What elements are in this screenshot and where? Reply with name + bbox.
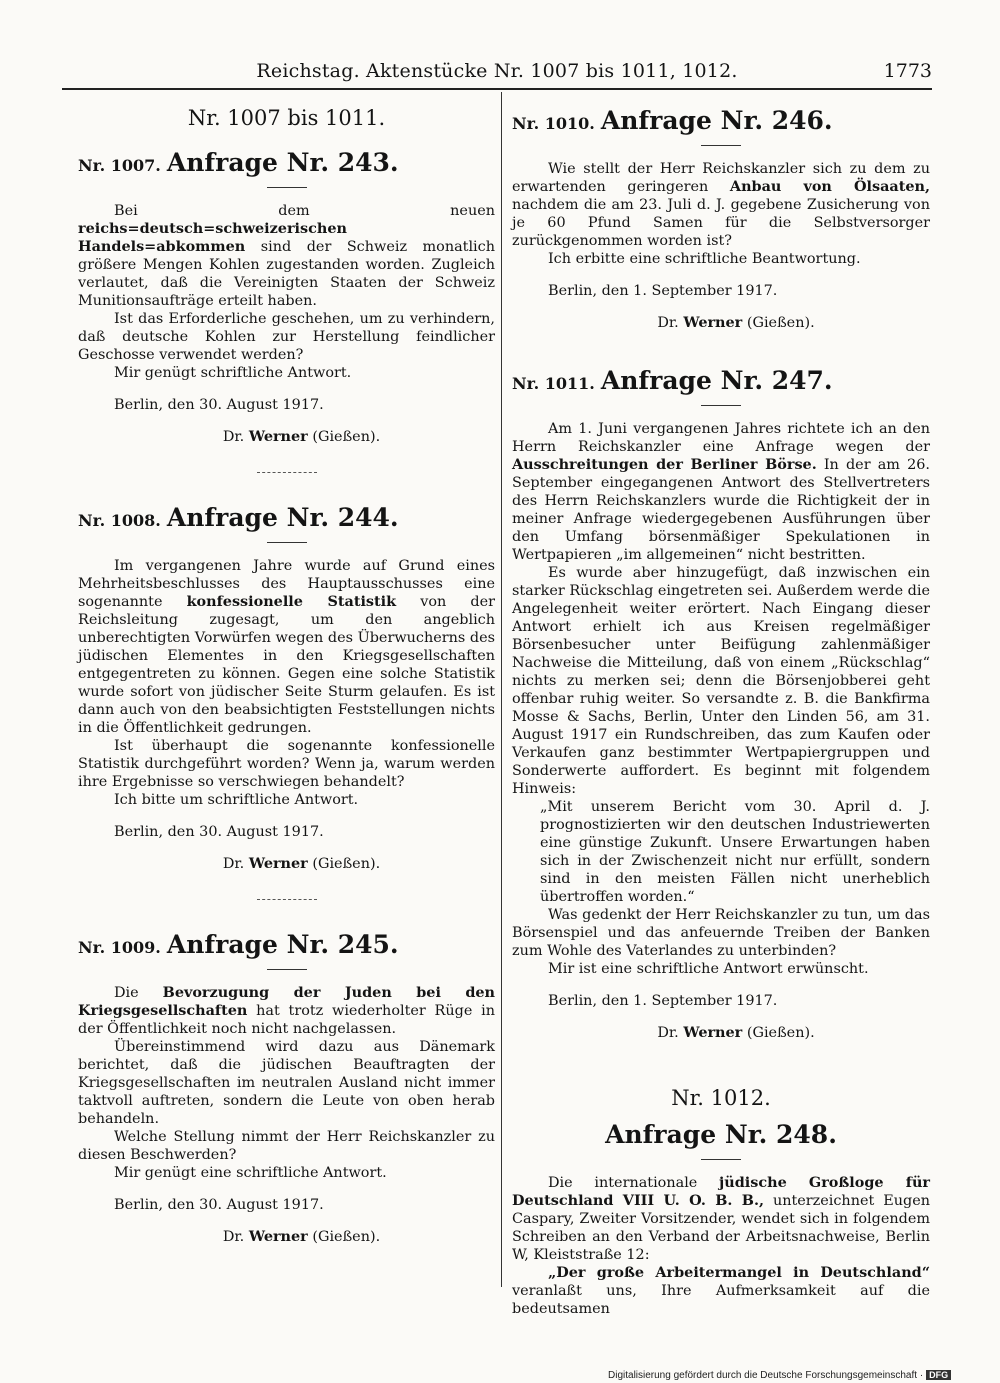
- signature: Dr. Werner (Gießen).: [657, 314, 815, 331]
- signature: Dr. Werner (Gießen).: [222, 1228, 381, 1245]
- paragraph: Wie stellt der Herr Reichskanzler sich zu dem zu erwartenden geringeren Anbau von Ölsaaten, nachdem die am 23. Juli d. J. gegebene Zusicherung von je 60 Pfund Samen für die Selbstversorger zurückgenommen worden ist?: [512, 161, 930, 249]
- date-line: Berlin, den 1. September 1917.: [548, 993, 778, 1009]
- paragraph: Ist das Erforderliche geschehen, um zu verhindern, daß deutsche Kohlen zur Herstellung feindlicher Geschosse verwendet werden?: [78, 311, 495, 363]
- document-1012: [512, 1086, 930, 1318]
- paragraph: Mir genügt eine schriftliche Antwort.: [114, 1165, 387, 1181]
- date-line: Berlin, den 1. September 1917.: [548, 283, 778, 299]
- paragraph: „Der große Arbeitermangel in Deutschland“ veranlaßt uns, Ihre Aufmerksamkeit auf die bedeutsamen: [512, 1264, 930, 1317]
- document-heading: [512, 366, 930, 395]
- inquiry-title: Anfrage Nr. 247.: [600, 366, 833, 395]
- left-column: [78, 100, 495, 1246]
- paragraph: Die Bevorzugung der Juden bei den Kriegsgesellschaften hat trotz wiederholter Rüge in der Öffentlichkeit noch nicht nachgelassen.: [78, 984, 496, 1037]
- paragraph: Im vergangenen Jahre wurde auf Grund eines Mehrheitsbeschlusses des Hauptausschusses eine sogenannte konfessionelle Statistik von der Reichsleitung zugesagt, um den angeblich unberechtigten Vorwürfen wegen des Überwucherns des jüdischen Elementes in den Kriegsgesellschaften entgegentreten zu können. Gegen eine solche Statistik wurde sofort von jüdischer Seite Sturm gelaufen. Es ist dann auch von den beabsichtigten Feststellungen nichts in die Öffentlichkeit gedrungen.: [78, 558, 495, 736]
- document-1010: [512, 106, 930, 332]
- date-line: Berlin, den 30. August 1917.: [114, 397, 324, 413]
- inquiry-title: Anfrage Nr. 245.: [166, 930, 399, 959]
- date-line: Berlin, den 30. August 1917.: [114, 1197, 324, 1213]
- paragraph: Was gedenkt der Herr Reichskanzler zu tun, um das Börsenspiel und das anfeuernde Treiben der Banken zum Wohle des Vaterlandes zu unterbinden?: [512, 907, 930, 959]
- header-rule: [62, 88, 932, 90]
- short-rule: [701, 1159, 741, 1160]
- page-header: [62, 60, 932, 86]
- paragraph: Bei dem neuen reichs=deutsch=schweizerischen Handels=abkommen sind der Schweiz monatlich größere Mengen Kohlen zugestanden worden. Zugleich verlautet, daß die Vereinigten Staaten der Schweiz Munitionsaufträge erteilt haben.: [78, 203, 495, 309]
- dfg-logo: DFG: [926, 1370, 951, 1380]
- signature: Dr. Werner (Gießen).: [657, 1024, 815, 1041]
- document-heading: [78, 148, 495, 177]
- paragraph: Es wurde aber hinzugefügt, daß inzwischen ein starker Rückschlag eingetreten sei. Außerdem werde die Angelegenheit weiter erörtert. Nach Eingang dieser Antwort erhielt ich aus Kreisen regelmäßiger Börsenbesucher unter Beifügung zahlenmäßiger Nachweise die Mitteilung, daß von einem „Rückschlag“ nichts zu merken sei; denn die Börsenjobberei geht offenbar ruhig weiter. So versandte z. B. die Bankfirma Mosse & Sachs, Berlin, Unter den Linden 56, am 31. August 1917 ein Rundschreiben, das zum Kaufen oder Verkaufen ganz bestimmter Wertpapiergruppen und Sonderwerte auffordert. Es beginnt mit folgendem Hinweis:: [512, 565, 930, 797]
- short-rule: [701, 145, 741, 146]
- document-number: Nr. 1012.: [671, 1086, 771, 1110]
- signature: Dr. Werner (Gießen).: [222, 855, 381, 872]
- signature: Dr. Werner (Gießen).: [222, 428, 381, 445]
- paragraph: Ich erbitte eine schriftliche Beantwortung.: [548, 251, 861, 267]
- document-number: Nr. 1008.: [78, 511, 161, 530]
- paragraph: Am 1. Juni vergangenen Jahres richtete ich an den Herrn Reichskanzler eine Anfrage wegen der Ausschreitungen der Berliner Börse. In der am 26. September eingegangenen Antwort des Stellvertreters des Herrn Reichskanzlers wurde die Richtigkeit der in meiner Anfrage wiedergegebenen Ausführungen über den Umfang börsenmäßiger Spekulationen in Wertpapieren „im allgemeinen“ nicht bestritten.: [512, 421, 930, 563]
- document-1009: [78, 930, 495, 1246]
- document-heading: [512, 106, 930, 135]
- inquiry-title: Anfrage Nr. 243.: [166, 148, 399, 177]
- section-separator: [257, 899, 317, 900]
- document-number: Nr. 1011.: [512, 374, 595, 393]
- document-number: Nr. 1007.: [78, 156, 161, 175]
- paragraph: Die internationale jüdische Großloge für Deutschland VIII U. O. B. B., unterzeichnet Eugen Caspary, Zweiter Vorsitzender, wendet sich in folgendem Schreiben an den Verband der Arbeitsnachweise, Berlin W, Kleiststraße 12:: [512, 1174, 930, 1263]
- document-number: Nr. 1010.: [512, 114, 595, 133]
- document-1008: [78, 503, 495, 873]
- paragraph: Ich bitte um schriftliche Antwort.: [114, 792, 359, 808]
- section-heading: Nr. 1007 bis 1011.: [187, 106, 386, 130]
- paragraph: Mir ist eine schriftliche Antwort erwünscht.: [548, 961, 869, 977]
- inquiry-title: Anfrage Nr. 244.: [166, 503, 399, 532]
- paragraph: Übereinstimmend wird dazu aus Dänemark berichtet, daß die jüdischen Beauftragten der Kriegsgesellschaften im neutralen Ausland nicht immer taktvoll auftreten, sondern die Leute von oben herab behandeln.: [78, 1039, 495, 1127]
- short-rule: [267, 542, 307, 543]
- document-1011: [512, 366, 930, 1042]
- document-heading: [78, 503, 495, 532]
- right-column: [512, 100, 930, 1318]
- running-title: Reichstag. Aktenstücke Nr. 1007 bis 1011, 1012.: [256, 60, 738, 82]
- digitization-credit: Digitalisierung gefördert durch die Deutsche Forschungsgemeinschaft · DFG: [608, 1370, 951, 1381]
- column-divider: [501, 92, 502, 1287]
- short-rule: [267, 187, 307, 188]
- document-number: Nr. 1009.: [78, 938, 161, 957]
- quotation: „Mit unserem Bericht vom 30. April d. J. prognostizierten wir den deutschen Industriewerten eine günstige Zukunft. Unsere Erwartungen haben sich in der Zwischenzeit nicht nur erfüllt, sondern sind in den meisten Fällen nicht unerheblich übertroffen worden.“: [540, 799, 930, 905]
- document-1007: [78, 148, 495, 446]
- inquiry-title: Anfrage Nr. 248.: [605, 1120, 837, 1149]
- inquiry-title: Anfrage Nr. 246.: [600, 106, 833, 135]
- short-rule: [267, 969, 307, 970]
- paragraph: Welche Stellung nimmt der Herr Reichskanzler zu diesen Beschwerden?: [78, 1129, 495, 1163]
- short-rule: [701, 405, 741, 406]
- paragraph: Mir genügt schriftliche Antwort.: [114, 365, 352, 381]
- paragraph: Ist überhaupt die sogenannte konfessionelle Statistik durchgeführt worden? Wenn ja, warum werden ihre Ergebnisse so verschwiegen behandelt?: [78, 738, 495, 790]
- page-number: 1773: [883, 60, 932, 82]
- section-separator: [257, 472, 317, 473]
- date-line: Berlin, den 30. August 1917.: [114, 824, 324, 840]
- document-heading: [78, 930, 495, 959]
